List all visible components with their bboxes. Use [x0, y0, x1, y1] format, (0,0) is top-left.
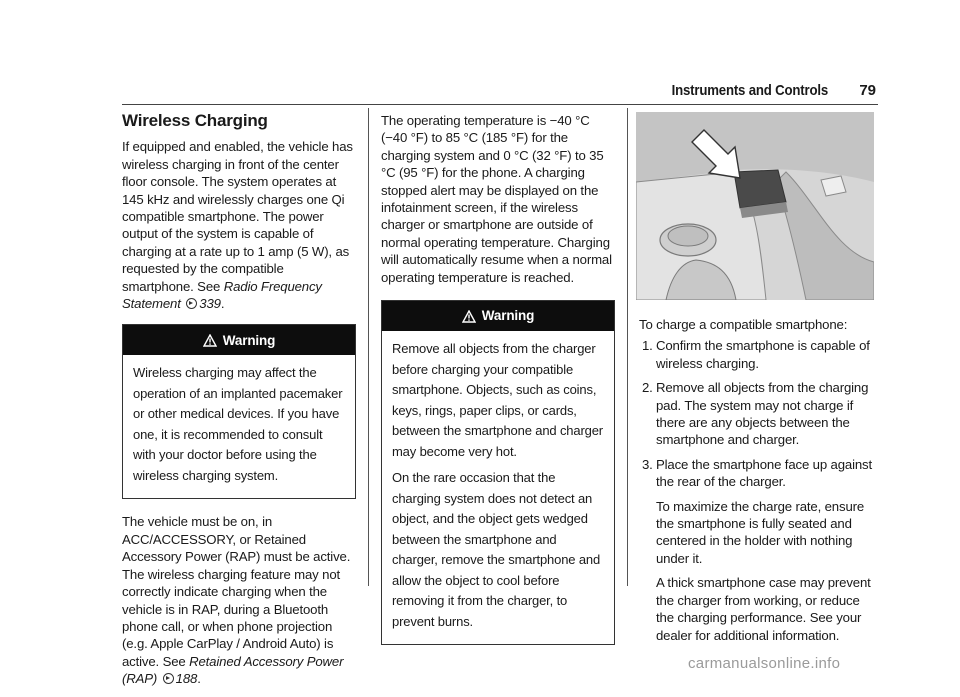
step-item — [639, 337, 875, 372]
page-number: 79 — [859, 82, 876, 99]
warning-header — [382, 301, 614, 331]
page-reference-arrow-icon — [186, 298, 197, 309]
step-number: 1. — [642, 338, 653, 354]
column-divider-1 — [368, 108, 369, 586]
warning-text-2: On the rare occasion that the charging system does not detect an object, and the object gets wedged between the smartphone and charger, remove the smartphone and allow the object to cool before removing it from the charger, to prevent burns. — [392, 470, 601, 629]
radio-frequency-page[interactable]: 339 — [199, 296, 221, 312]
step-note: A thick smartphone case may prevent the charger from working, or reduce the charging performance. See your dealer for additional information. — [656, 575, 871, 643]
step-text: Remove all objects from the charging pad. The system may not charge if there are any objects between the smartphone and charger. — [656, 380, 869, 448]
warning-body — [123, 355, 355, 498]
header-rule — [122, 104, 878, 105]
step-number: 3. — [642, 456, 653, 472]
vehicle-power-paragraph: The vehicle must be on, in ACC/ACCESSORY, or Retained Accessory Power (RAP) must be active. The wireless charging feature may not correctly indicate charging when the vehicle is in RAP, during a Bluetooth phone call, or when phone projection (e.g. Apple CarPlay / Android Auto) is active. See Retained Accessory Power (RAP) 188. — [122, 514, 351, 687]
steps-list — [639, 337, 875, 644]
intro-text: If equipped and enabled, the vehicle has wireless charging in front of the center floor console. The system operates at 145 kHz and wirelessly charges one Qi compatible smartphone. The power output of the system is capable of charging at a rate up to 1 amp (5 W), as requested by the compatible smartphone. See — [122, 139, 353, 294]
column-left — [122, 112, 356, 697]
step-number: 2. — [642, 380, 653, 396]
warning-title: Warning — [222, 332, 276, 348]
radio-frequency-link[interactable]: Radio Frequency Statement — [122, 278, 322, 312]
warning-text: Wireless charging may affect the operation of an implanted pacemaker or other medical devices. If you have one, it is recommended to consult with your doctor before using the wireless charging system. — [133, 365, 343, 483]
column-right — [639, 316, 875, 651]
step-text: Confirm the smartphone is capable of wireless charging. — [656, 338, 870, 371]
intro-paragraph: If equipped and enabled, the vehicle has wireless charging in front of the center floor console. The system operates at 145 kHz and wirelessly charges one Qi compatible smartphone. The power output of the system is capable of charging at a rate up to 1 amp (5 W), as requested by the compatible smartphone. See Radio Frequency Statement 339. — [122, 139, 353, 312]
temperature-paragraph: The operating temperature is −40 °C (−40 °F) to 85 °C (185 °F) for the charging system and 0 °C (32 °F) to 35 °C (95 °F) for the phone. A charging stopped alert may be displayed on the infotainment screen, if the wireless charger or smartphone are outside of normal operating temperature. Charging will automatically resume when a normal operating temperature is reached. — [381, 113, 612, 285]
warning-body — [382, 331, 614, 644]
console-drawing — [636, 112, 874, 300]
step-text: Place the smartphone face up against the rear of the charger. — [656, 456, 872, 490]
section-title: Wireless Charging — [122, 111, 268, 130]
rap-page[interactable]: 188 — [175, 671, 198, 687]
column-middle — [381, 112, 615, 654]
column-divider-2 — [627, 108, 628, 586]
step-note: To maximize the charge rate, ensure the smartphone is fully seated and centered in the holder with nothing under it. — [656, 498, 865, 566]
step-item — [639, 456, 875, 644]
warning-triangle-icon — [203, 334, 217, 347]
running-header-title: Instruments and Controls — [671, 82, 828, 99]
warning-triangle-icon — [462, 310, 476, 323]
watermark: carmanualsonline.info — [688, 655, 841, 672]
steps-intro: To charge a compatible smartphone: — [639, 317, 848, 332]
warning-text-1: Remove all objects from the charger before charging your compatible smartphone. Objects, such as coins, keys, rings, paper clips, or cards, between the smartphone and charger may become very hot. — [392, 341, 603, 459]
charger-illustration — [636, 112, 874, 300]
rap-link[interactable]: Retained Accessory Power (RAP) — [122, 653, 344, 687]
warning-header — [123, 325, 355, 355]
warning-box-pacemaker — [122, 324, 356, 499]
warning-box-objects — [381, 300, 615, 645]
warning-title: Warning — [481, 308, 535, 324]
vehicle-power-text: The vehicle must be on, in ACC/ACCESSORY, or Retained Accessory Power (RAP) must be active. The wireless charging feature may not correctly indicate charging when the vehicle is in RAP, during a Bluetooth phone call, or when phone projection (e.g. Apple CarPlay / Android Auto) is active. See — [122, 514, 351, 669]
step-item — [639, 379, 875, 449]
page-reference-arrow-icon — [163, 673, 174, 684]
